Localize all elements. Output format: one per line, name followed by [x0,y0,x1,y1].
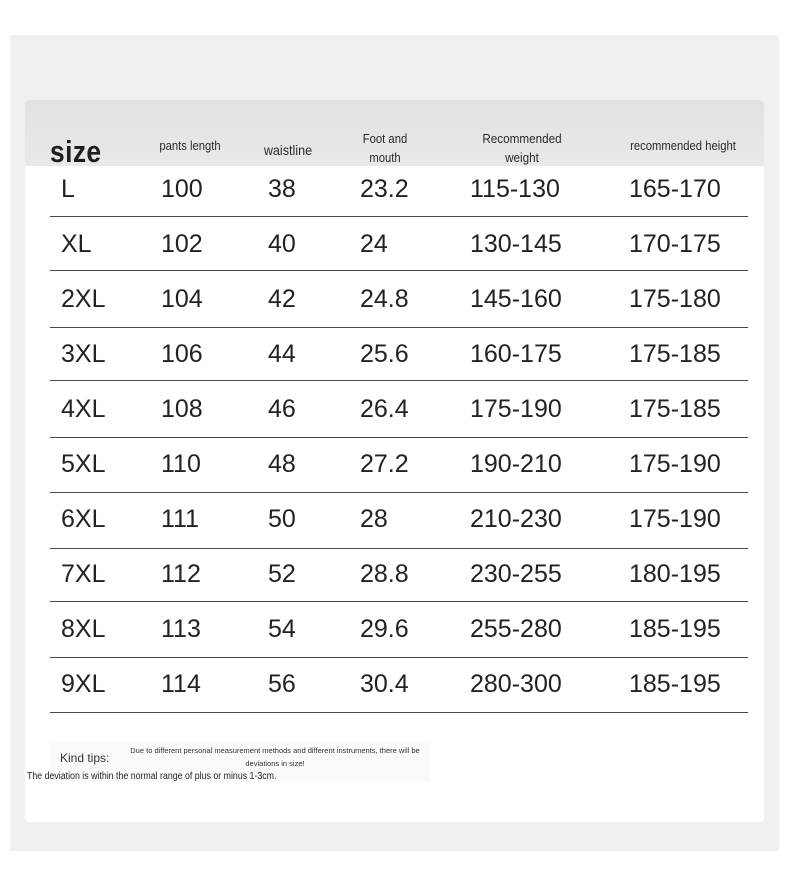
cell-height: 175-180 [629,285,721,313]
cell-waistline: 54 [268,615,296,643]
cell-foot-mouth: 29.6 [360,615,409,643]
cell-weight: 130-145 [470,230,562,258]
tips-note [120,744,430,770]
header-recommended-weight [472,129,573,167]
table-row [50,661,748,716]
cell-waistline: 42 [268,285,296,313]
cell-size: 2XL [61,285,106,313]
cell-weight: 145-160 [470,285,562,313]
header-waistline: waistline [263,142,313,158]
table-row [50,221,748,276]
cell-weight: 230-255 [470,560,562,588]
table-row [50,496,748,551]
cell-pants-length: 113 [161,615,201,643]
tips-label: Kind tips: [60,751,110,765]
row-divider [50,657,748,658]
cell-height: 175-190 [629,450,721,478]
cell-foot-mouth: 27.2 [360,450,409,478]
cell-height: 175-190 [629,505,721,533]
row-divider [50,712,748,713]
cell-foot-mouth: 24 [360,230,388,258]
cell-weight: 280-300 [470,670,562,698]
cell-height: 170-175 [629,230,721,258]
header-recommended-height: recommended height [630,139,736,153]
header-weight-line1: Recommended [482,131,562,146]
cell-weight: 210-230 [470,505,562,533]
tips-note-line1: Due to different personal measurement methods and different instruments, there will be [130,746,420,755]
cell-size: 5XL [61,450,106,478]
cell-waistline: 48 [268,450,296,478]
cell-foot-mouth: 30.4 [360,670,409,698]
header-foot-mouth [354,130,417,168]
row-divider [50,601,748,602]
cell-waistline: 40 [268,230,296,258]
header-pants-length: pants length [159,139,221,153]
cell-height: 180-195 [629,560,721,588]
row-divider [50,437,748,438]
row-divider [50,327,748,328]
header-size: size [50,134,102,169]
cell-pants-length: 102 [161,230,203,258]
cell-height: 185-195 [629,615,721,643]
cell-height: 175-185 [629,340,721,368]
header-foot-mouth-line2: mouth [369,151,401,165]
cell-size: 3XL [61,340,106,368]
cell-height: 175-185 [629,395,721,423]
cell-weight: 175-190 [470,395,562,423]
cell-pants-length: 100 [161,175,203,203]
row-divider [50,270,748,271]
table-row [50,441,748,496]
table-row [50,606,748,661]
table-row [50,386,748,441]
cell-weight: 255-280 [470,615,562,643]
cell-foot-mouth: 26.4 [360,395,409,423]
row-divider [50,216,748,217]
cell-waistline: 56 [268,670,296,698]
table-row [50,166,748,221]
cell-pants-length: 110 [161,450,201,478]
cell-size: 7XL [61,560,106,588]
tips-deviation: The deviation is within the normal range of plus or minus 1-3cm. [27,771,277,782]
cell-size: XL [61,230,92,258]
table-row [50,551,748,606]
cell-foot-mouth: 28.8 [360,560,409,588]
cell-pants-length: 104 [161,285,203,313]
header-weight-line2: weight [505,150,539,165]
tips-note-line2: deviations in size! [245,759,305,768]
cell-pants-length: 106 [161,340,203,368]
table-row [50,331,748,386]
cell-foot-mouth: 25.6 [360,340,409,368]
cell-waistline: 44 [268,340,296,368]
cell-height: 165-170 [629,175,721,203]
cell-size: 6XL [61,505,106,533]
header-foot-mouth-line1: Foot and [362,132,408,146]
cell-height: 185-195 [629,670,721,698]
cell-waistline: 50 [268,505,296,533]
cell-weight: 115-130 [470,175,560,203]
row-divider [50,380,748,381]
cell-waistline: 38 [268,175,296,203]
cell-pants-length: 114 [161,670,201,698]
cell-foot-mouth: 24.8 [360,285,409,313]
cell-foot-mouth: 28 [360,505,388,533]
cell-size: 8XL [61,615,106,643]
cell-weight: 160-175 [470,340,562,368]
cell-size: L [61,175,75,203]
cell-size: 4XL [61,395,106,423]
row-divider [50,492,748,493]
row-divider [50,548,748,549]
cell-size: 9XL [61,670,106,698]
cell-waistline: 52 [268,560,296,588]
cell-waistline: 46 [268,395,296,423]
cell-pants-length: 112 [161,560,201,588]
cell-weight: 190-210 [470,450,562,478]
cell-pants-length: 108 [161,395,203,423]
cell-pants-length: 111 [161,505,200,533]
table-row [50,276,748,331]
cell-foot-mouth: 23.2 [360,175,409,203]
